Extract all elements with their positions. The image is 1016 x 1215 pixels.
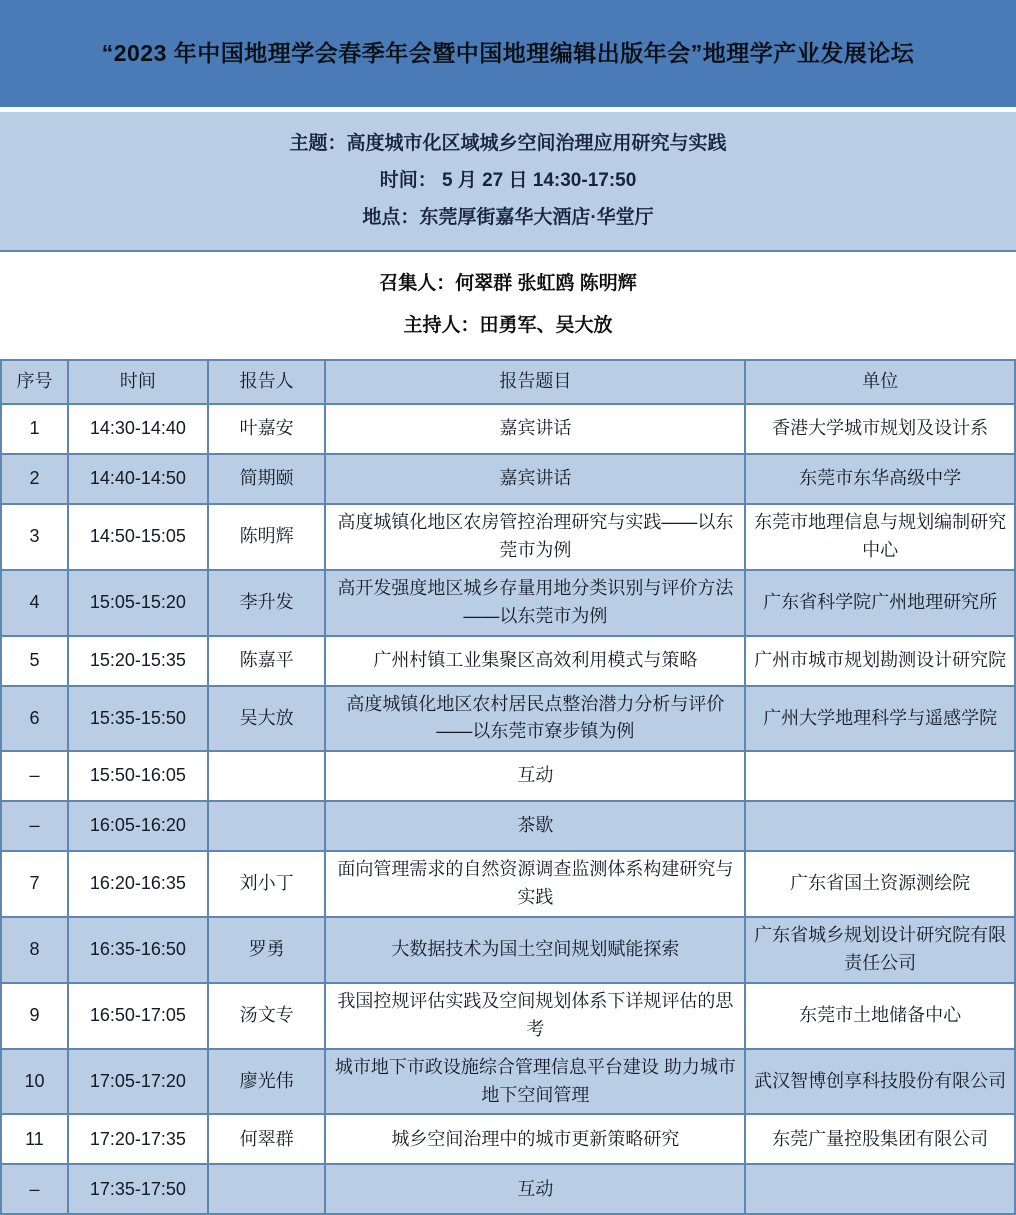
- cell-title: 面向管理需求的自然资源调查监测体系构建研究与实践: [325, 851, 745, 917]
- cell-number: –: [1, 801, 68, 851]
- cell-title: 大数据技术为国土空间规划赋能探索: [325, 917, 745, 983]
- cell-org: 东莞市土地储备中心: [745, 983, 1015, 1049]
- col-header-org: 单位: [745, 360, 1015, 404]
- cell-title: 高度城镇化地区农村居民点整治潜力分析与评价——以东莞市寮步镇为例: [325, 686, 745, 752]
- cell-number: 5: [1, 636, 68, 686]
- conveners-line: 召集人：何翠群 张虹鸥 陈明辉: [379, 273, 637, 294]
- cell-speaker: 叶嘉安: [208, 404, 326, 454]
- cell-time: 16:20-16:35: [68, 851, 208, 917]
- agenda-row: [1, 917, 1015, 983]
- cell-number: 7: [1, 851, 68, 917]
- agenda-row: [1, 1114, 1015, 1164]
- people-band: [0, 252, 1016, 359]
- cell-speaker: 陈明辉: [208, 504, 326, 570]
- cell-title: 茶歇: [325, 801, 745, 851]
- cell-time: 16:50-17:05: [68, 983, 208, 1049]
- col-header-number: 序号: [1, 360, 68, 404]
- cell-number: 4: [1, 570, 68, 636]
- cell-number: 1: [1, 404, 68, 454]
- cell-title: 高开发强度地区城乡存量用地分类识别与评价方法——以东莞市为例: [325, 570, 745, 636]
- agenda-row: [1, 454, 1015, 504]
- cell-time: 17:05-17:20: [68, 1049, 208, 1115]
- cell-time: 15:05-15:20: [68, 570, 208, 636]
- cell-speaker: 吴大放: [208, 686, 326, 752]
- cell-speaker: 汤文专: [208, 983, 326, 1049]
- cell-time: 15:20-15:35: [68, 636, 208, 686]
- cell-title: 广州村镇工业集聚区高效利用模式与策略: [325, 636, 745, 686]
- agenda-row: [1, 504, 1015, 570]
- cell-title: 互动: [325, 751, 745, 801]
- session-info-band: [0, 112, 1016, 252]
- cell-time: 14:40-14:50: [68, 454, 208, 504]
- cell-title: 我国控规评估实践及空间规划体系下详规评估的思考: [325, 983, 745, 1049]
- cell-number: –: [1, 751, 68, 801]
- cell-number: 10: [1, 1049, 68, 1115]
- cell-title: 互动: [325, 1164, 745, 1214]
- cell-title: 嘉宾讲话: [325, 454, 745, 504]
- cell-org: 东莞市东华高级中学: [745, 454, 1015, 504]
- agenda-row: [1, 1164, 1015, 1214]
- cell-time: 14:30-14:40: [68, 404, 208, 454]
- cell-number: 9: [1, 983, 68, 1049]
- cell-number: 11: [1, 1114, 68, 1164]
- cell-speaker: 简期颐: [208, 454, 326, 504]
- session-venue: 地点：东莞厚街嘉华大酒店·华堂厅: [362, 207, 654, 228]
- cell-title: 嘉宾讲话: [325, 404, 745, 454]
- forum-title-bar: [0, 0, 1016, 107]
- cell-speaker: 廖光伟: [208, 1049, 326, 1115]
- cell-title: 城市地下市政设施综合管理信息平台建设 助力城市地下空间管理: [325, 1049, 745, 1115]
- cell-org: 广东省科学院广州地理研究所: [745, 570, 1015, 636]
- hosts-line: 主持人：田勇军、吴大放: [403, 315, 613, 336]
- cell-time: 16:35-16:50: [68, 917, 208, 983]
- cell-time: 17:35-17:50: [68, 1164, 208, 1214]
- agenda-table-body: [1, 404, 1015, 1214]
- cell-org: [745, 1164, 1015, 1214]
- forum-title: “2023 年中国地理学会春季年会暨中国地理编辑出版年会”地理学产业发展论坛: [101, 39, 915, 66]
- cell-time: 16:05-16:20: [68, 801, 208, 851]
- col-header-time: 时间: [68, 360, 208, 404]
- cell-title: 城乡空间治理中的城市更新策略研究: [325, 1114, 745, 1164]
- session-theme: 主题：高度城市化区域城乡空间治理应用研究与实践: [289, 133, 727, 154]
- cell-time: 15:35-15:50: [68, 686, 208, 752]
- agenda-row: [1, 801, 1015, 851]
- cell-number: 6: [1, 686, 68, 752]
- cell-org: 香港大学城市规划及设计系: [745, 404, 1015, 454]
- cell-speaker: [208, 801, 326, 851]
- agenda-row: [1, 751, 1015, 801]
- agenda-row: [1, 983, 1015, 1049]
- col-header-title: 报告题目: [325, 360, 745, 404]
- agenda-row: [1, 570, 1015, 636]
- cell-org: [745, 751, 1015, 801]
- col-header-speaker: 报告人: [208, 360, 326, 404]
- cell-speaker: [208, 751, 326, 801]
- agenda-row: [1, 404, 1015, 454]
- cell-speaker: 罗勇: [208, 917, 326, 983]
- cell-org: 东莞广量控股集团有限公司: [745, 1114, 1015, 1164]
- cell-speaker: 刘小丁: [208, 851, 326, 917]
- cell-speaker: 陈嘉平: [208, 636, 326, 686]
- cell-org: 广州大学地理科学与遥感学院: [745, 686, 1015, 752]
- agenda-header-row: [1, 360, 1015, 404]
- cell-number: 8: [1, 917, 68, 983]
- cell-org: [745, 801, 1015, 851]
- cell-speaker: [208, 1164, 326, 1214]
- cell-number: 2: [1, 454, 68, 504]
- agenda-row: [1, 636, 1015, 686]
- cell-time: 17:20-17:35: [68, 1114, 208, 1164]
- cell-org: 武汉智博创享科技股份有限公司: [745, 1049, 1015, 1115]
- cell-number: 3: [1, 504, 68, 570]
- cell-time: 14:50-15:05: [68, 504, 208, 570]
- cell-speaker: 李升发: [208, 570, 326, 636]
- cell-org: 广州市城市规划勘测设计研究院: [745, 636, 1015, 686]
- cell-title: 高度城镇化地区农房管控治理研究与实践——以东莞市为例: [325, 504, 745, 570]
- agenda-table: [0, 359, 1016, 1215]
- agenda-row: [1, 686, 1015, 752]
- cell-org: 广东省国土资源测绘院: [745, 851, 1015, 917]
- cell-org: 东莞市地理信息与规划编制研究中心: [745, 504, 1015, 570]
- session-time: 时间： 5 月 27 日 14:30-17:50: [379, 170, 637, 191]
- agenda-row: [1, 851, 1015, 917]
- cell-number: –: [1, 1164, 68, 1214]
- cell-speaker: 何翠群: [208, 1114, 326, 1164]
- agenda-row: [1, 1049, 1015, 1115]
- cell-org: 广东省城乡规划设计研究院有限责任公司: [745, 917, 1015, 983]
- cell-time: 15:50-16:05: [68, 751, 208, 801]
